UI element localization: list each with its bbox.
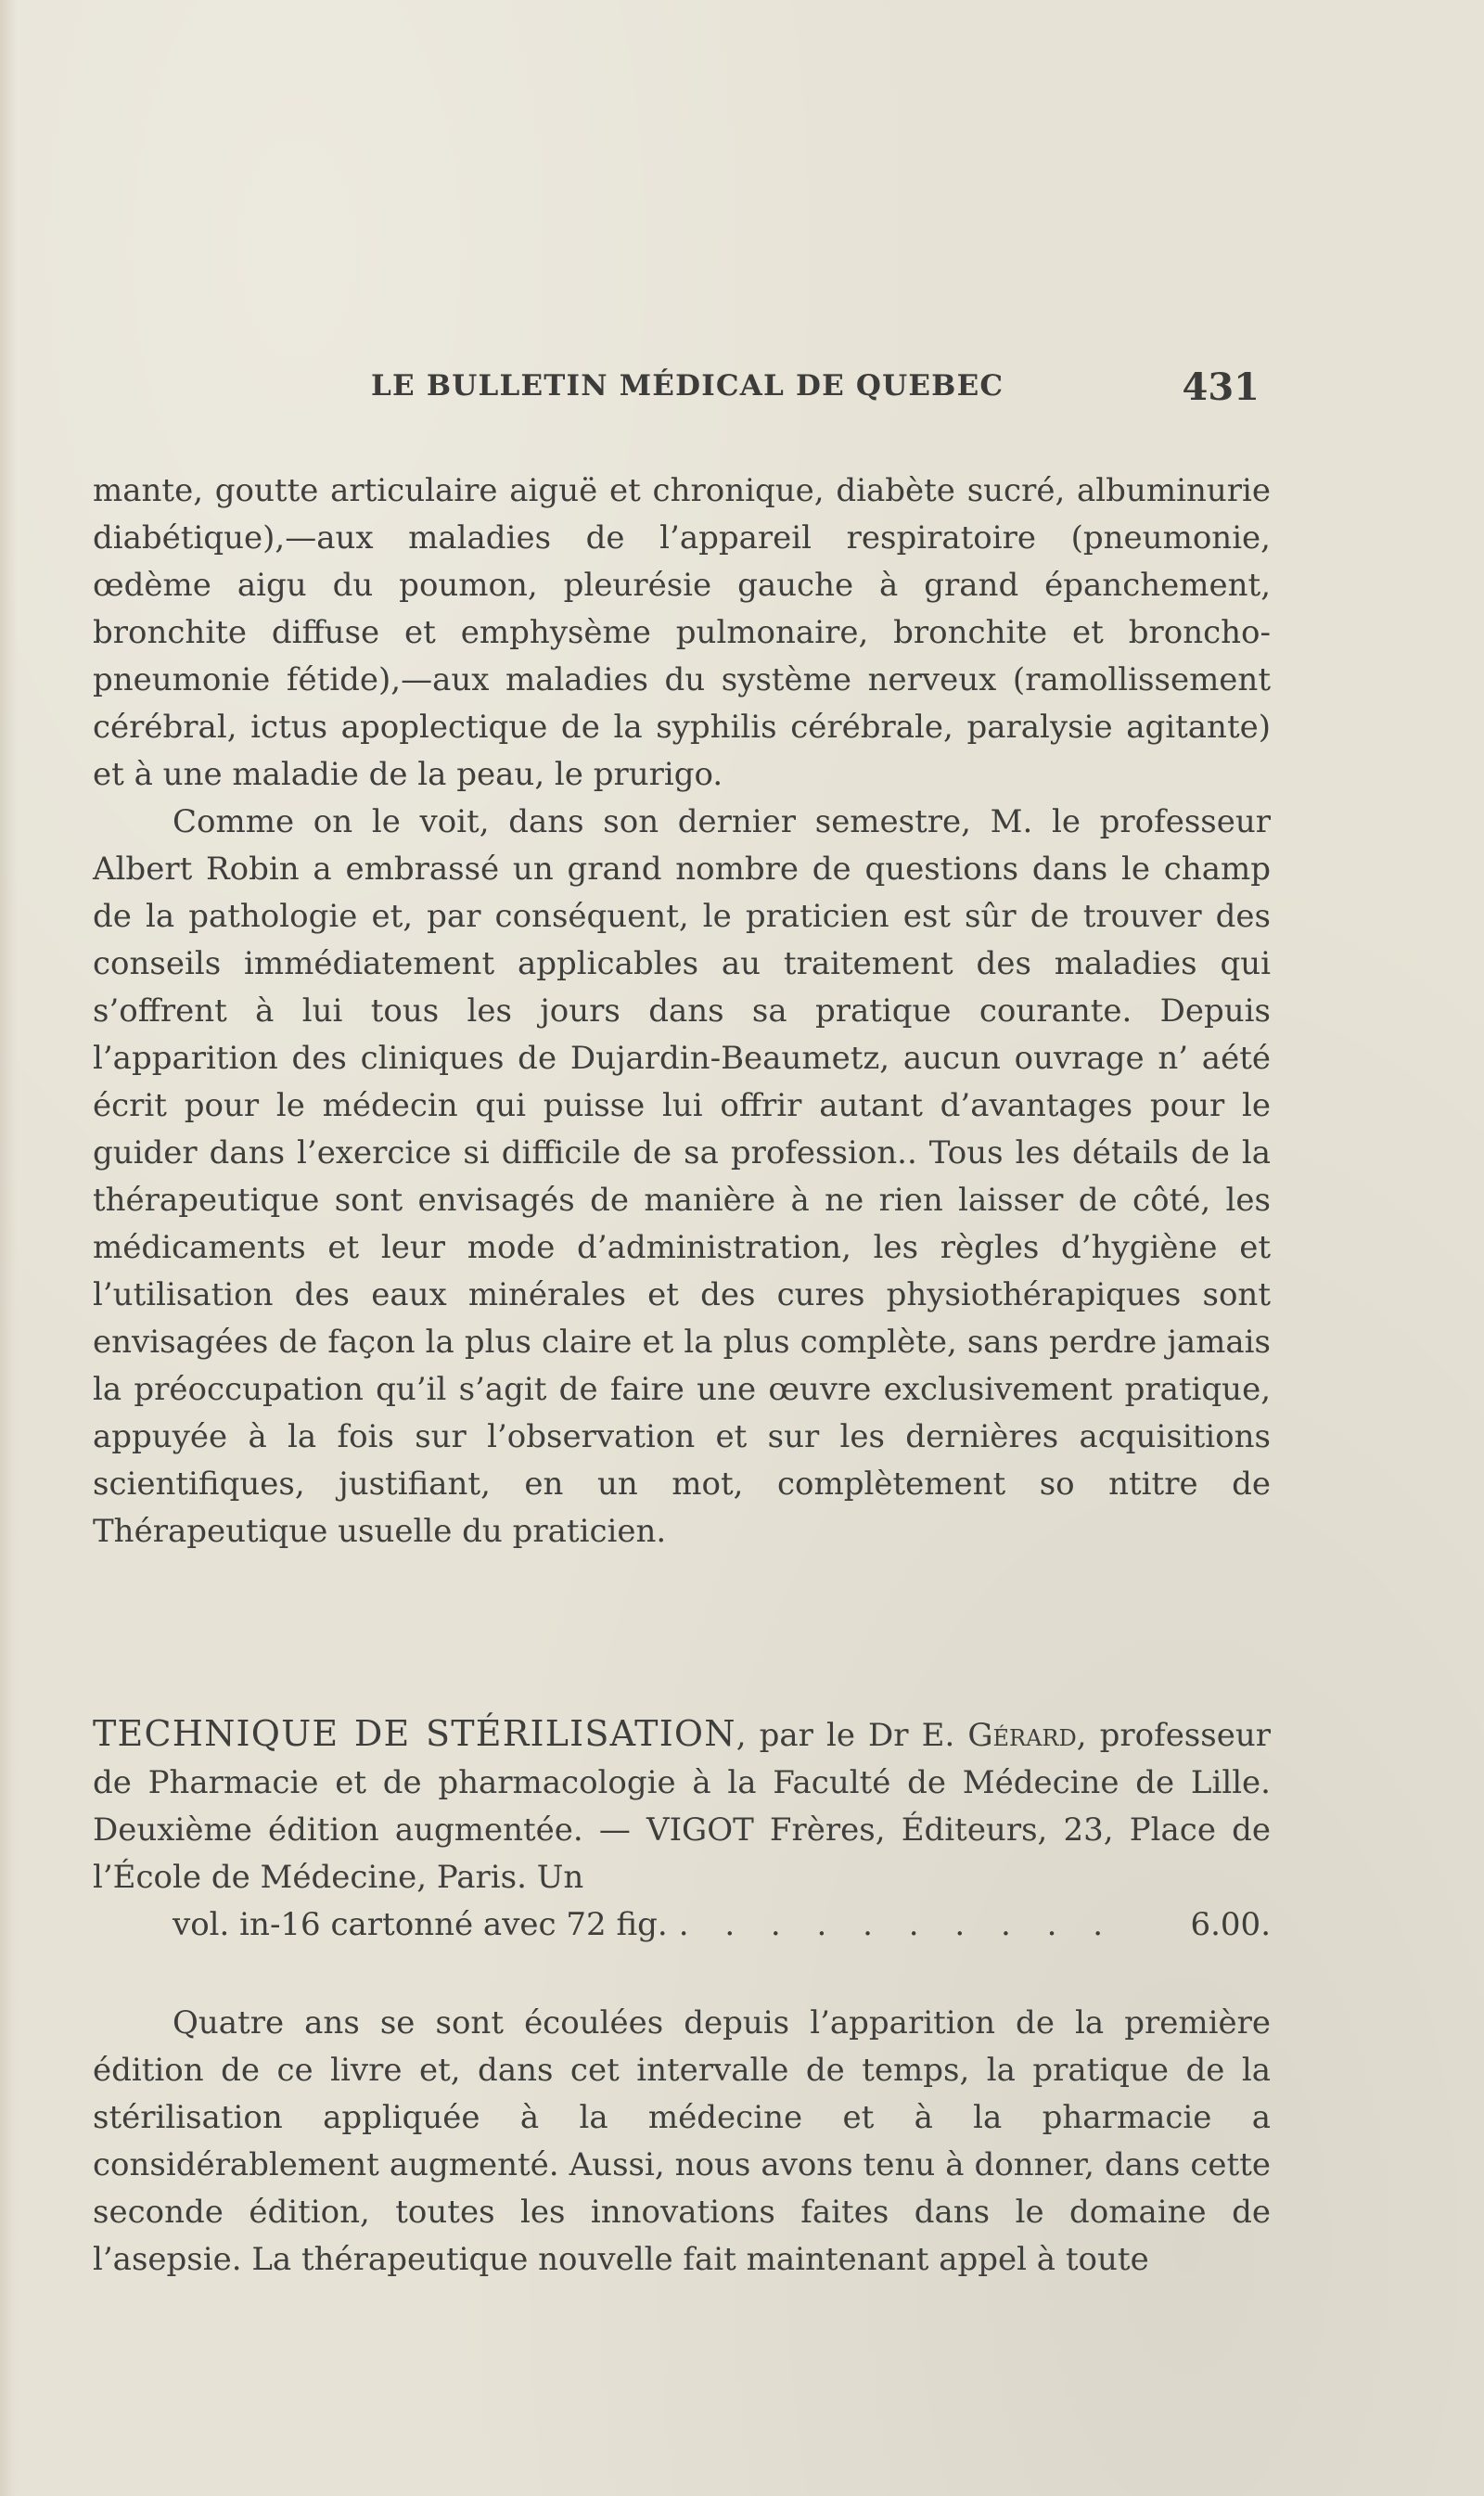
page-left-edge [0, 0, 17, 2496]
author-prefix: , par le Dr E. [736, 1717, 968, 1754]
page-header [96, 365, 1274, 416]
body-text-upper [93, 467, 1271, 1555]
dot-leader: . . . . . . . . . . [678, 1906, 1117, 1943]
bibliography-entry [93, 1710, 1271, 1949]
paragraph-therapeutics-review: Comme on le voit, dans son dernier semestre, M. le professeur Albert Robin a embrassé un grand nombre de questions dans le champ de la pathologie et, par conséquent, le praticien est sûr de trouver des conseils immédiatement applicables au traitement des maladies qui s’offrent à lui tous les jours dans sa pratique courante. Depuis l’apparition des cliniques de Dujardin-Beaumetz, aucun ouvrage n’ aété écrit pour le médecin qui puisse lui offrir autant d’avantages pour le guider dans l’exercice si difficile de sa profession.. Tous les détails de la thérapeutique sont envisagés de manière à ne rien laisser de côté, les médicaments et leur mode d’administration, les règles d’hygiène et l’utilisation des eaux minérales et des cures physiothérapiques sont envisagées de façon la plus claire et la plus complète, sans perdre jamais la préoccupation qu’il s’agit de faire une œuvre exclusivement pratique, appuyée à la fois sur l’observation et sur les dernières acquisitions scientifiques, justifiant, en un mot, complètement so ntitre de Thérapeutique usuelle du praticien. [93, 803, 1271, 1550]
bibliography-price-line [93, 1901, 1271, 1949]
bibliography-heading [93, 1710, 1271, 1901]
running-title: LE BULLETIN MÉDICAL DE QUEBEC [371, 369, 1004, 403]
book-title: TECHNIQUE DE STÉRILISATION [93, 1713, 736, 1754]
book-details: , professeur de Pharmacie et de pharmacologie à la Faculté de Médecine de Lille. Deuxième édition augmentée. — VIGOT Frères, Éditeurs, 23, Place de l’École de Médecine, Paris. Un [93, 1717, 1271, 1896]
page-number: 431 [1182, 365, 1260, 409]
price-row [173, 1901, 1271, 1949]
author-name: Gérard [967, 1717, 1077, 1754]
paragraph-sterilization-intro: Quatre ans se sont écoulées depuis l’apparition de la première édition de ce livre et, dans cet intervalle de temps, la pratique de la stérilisation appliquée à la médecine et à la pharmacie a considérablement augmenté. Aussi, nous avons tenu à donner, dans cette seconde édition, toutes les innovations faites dans le domaine de l’asepsie. La thérapeutique nouvelle fait maintenant appel à toute [93, 2004, 1271, 2278]
book-price: 6.00. [1190, 1906, 1271, 1943]
volume-description: vol. in-16 cartonné avec 72 fig. [173, 1906, 668, 1943]
paragraph-continuation: mante, goutte articulaire aiguë et chronique, diabète sucré, albuminurie diabétique),—aux maladies de l’appareil respiratoire (pneumonie, œdème aigu du poumon, pleurésie gauche à grand épanchement, bronchite diffuse et emphysème pulmonaire, bronchite et broncho-pneumonie fétide),—aux maladies du système nerveux (ramollissement cérébral, ictus apoplectique de la syphilis cérébrale, paralysie agitante) et à une maladie de la peau, le prurigo. [93, 472, 1271, 793]
body-text-lower [93, 2000, 1271, 2284]
